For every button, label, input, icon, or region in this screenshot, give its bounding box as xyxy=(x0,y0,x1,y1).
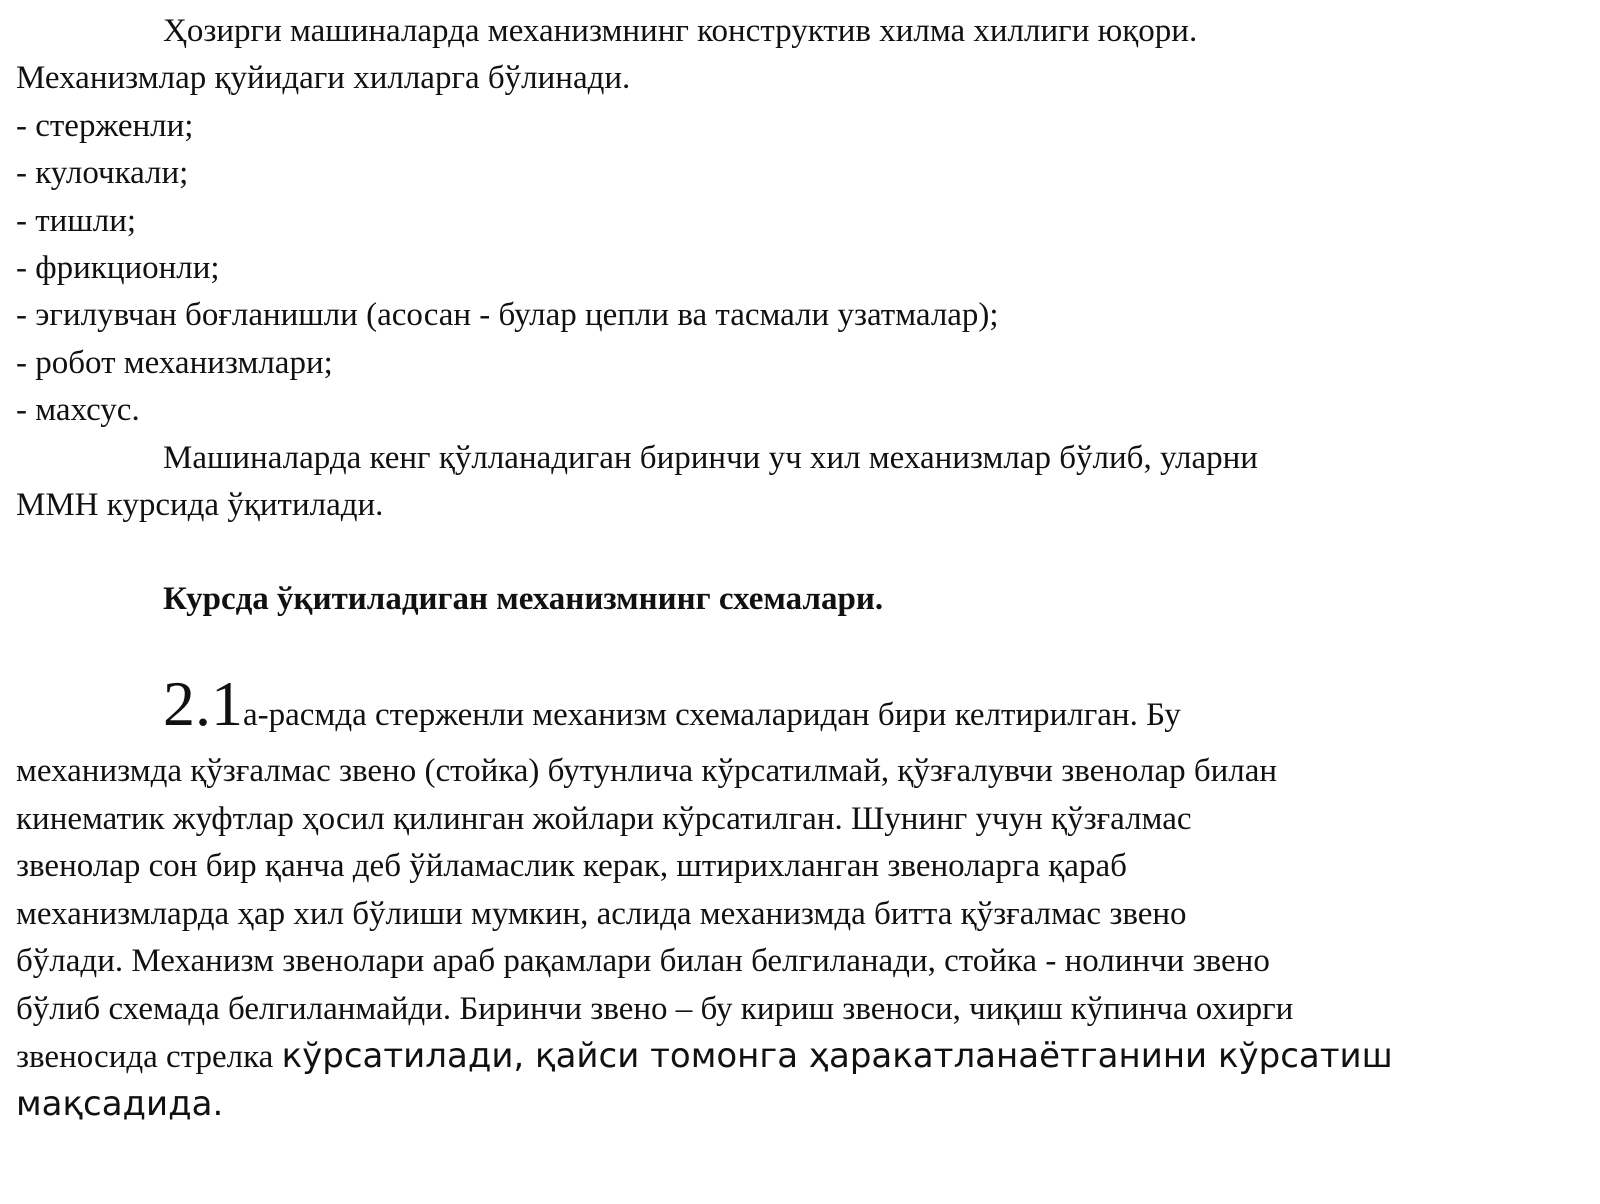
list-item: - стерженли; xyxy=(16,107,194,144)
paragraph-2-line-1: Машиналарда кенг қўлланадиган биринчи уч хил механизмлар бўлиб, уларни xyxy=(163,439,1258,476)
paragraph-2-line-2: ММН курсида ўқитилади. xyxy=(16,487,384,524)
section-heading: Курсда ўқитиладиган механизмнинг схемалари. xyxy=(163,581,884,618)
spacer xyxy=(16,529,1586,576)
section-first-line xyxy=(16,668,1586,748)
list-item: - фрикционли; xyxy=(16,250,220,287)
list-item: - эгилувчан боғланишли (асосан - булар цепли ва тасмали узатмалар); xyxy=(16,297,999,334)
section-line-mixed xyxy=(16,1033,1586,1081)
list-item: - кулочкали; xyxy=(16,155,189,192)
section-final-line-text: мақсадида. xyxy=(16,1084,224,1125)
section-line: механизмларда ҳар хил бўлиши мумкин, аслида механизмда битта қўзғалмас звено xyxy=(16,895,1187,932)
document-page xyxy=(16,8,1586,1130)
section-final-line xyxy=(16,1081,1586,1129)
section-line: бўлади. Механизм звенолари араб рақамлари билан белгиланади, стойка - нолинчи звено xyxy=(16,943,1270,980)
intro-line-2: Механизмлар қуйидаги хилларга бўлинади. xyxy=(16,60,631,97)
list-item: - робот механизмлари; xyxy=(16,344,333,381)
section-line: звенолар сон бир қанча деб ўйламаслик керак, штирихланган звеноларга қараб xyxy=(16,848,1127,885)
intro-line-1: Ҳозирги машиналарда механизмнинг конструктив хилма хиллиги юқори. xyxy=(163,13,1198,49)
list-item: - тишли; xyxy=(16,202,137,239)
section-line-sans-part: кўрсатилади, қайси томонга ҳаракатланаётганини кўрсатиш xyxy=(281,1035,1393,1076)
section-first-line-text: а-расмда стерженли механизм схемаларидан бири келтирилган. Бу xyxy=(243,697,1181,734)
section-line: механизмда қўзғалмас звено (стойка) бутунлича кўрсатилмай, қўзғалувчи звенолар билан xyxy=(16,753,1278,790)
mechanism-types-list xyxy=(16,103,1586,435)
section-line-serif-part: звеносида стрелка xyxy=(16,1038,282,1075)
section-paragraph xyxy=(16,668,1586,1129)
section-line: кинематик жуфтлар ҳосил қилинган жойлари кўрсатилган. Шунинг учун қўзғалмас xyxy=(16,800,1192,837)
list-item: - махсус. xyxy=(16,392,140,429)
figure-number: 2.1 xyxy=(163,668,243,740)
section-line: бўлиб схемада белгиланмайди. Биринчи звено – бу кириш звеноси, чиқиш кўпинча охирги xyxy=(16,990,1294,1027)
